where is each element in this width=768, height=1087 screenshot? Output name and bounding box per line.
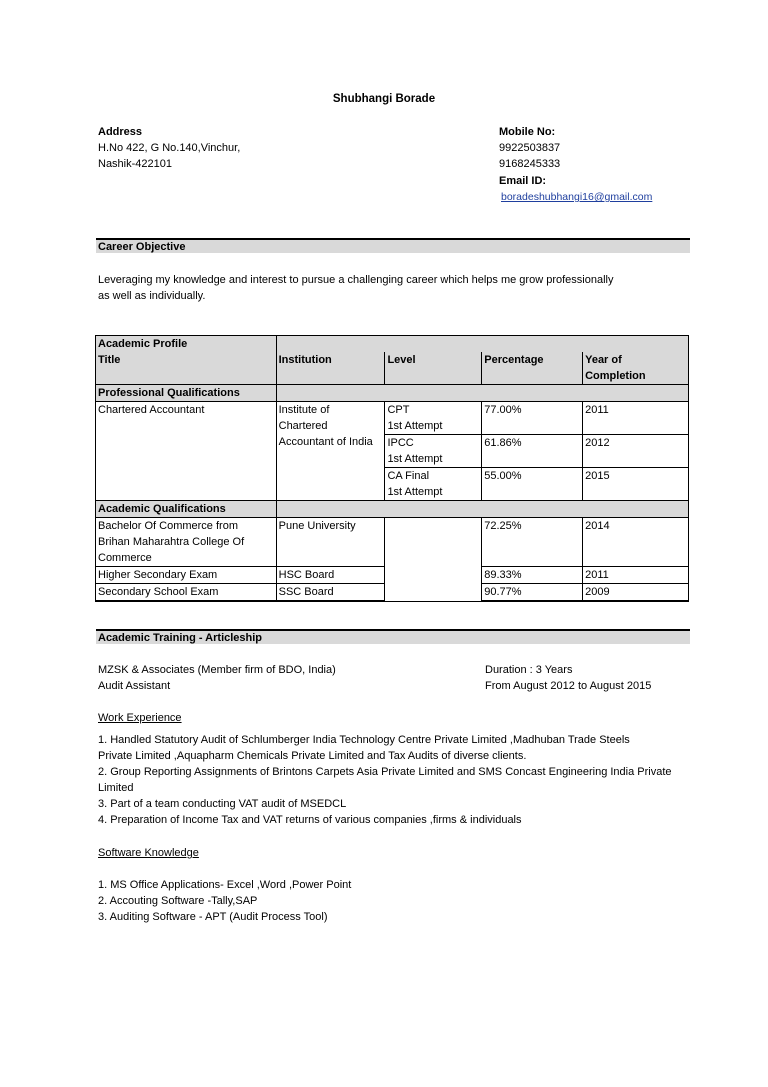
address-line-1: H.No 422, G No.140,Vinchur, [98, 142, 241, 154]
percentage-cell: 61.86% [482, 435, 583, 468]
list-item: Limited [98, 782, 134, 794]
column-year: Year of Completion [583, 352, 689, 385]
year-cell: 2012 [583, 435, 689, 468]
software-knowledge-heading: Software Knowledge [98, 847, 199, 859]
table-row [96, 518, 689, 567]
work-experience-list [98, 732, 688, 828]
mobile-number-2: 9168245333 [499, 158, 561, 170]
level-cell: CPT 1st Attempt [385, 402, 482, 435]
contact-block [499, 124, 699, 205]
list-item: 4. Preparation of Income Tax and VAT returns of various companies ,firms & individuals [98, 814, 522, 826]
title-cell: Secondary School Exam [96, 584, 277, 602]
percentage-cell: 55.00% [482, 468, 583, 501]
year-cell: 2015 [583, 468, 689, 501]
email-link[interactable]: boradeshubhangi16@gmail.com [501, 191, 653, 203]
list-item: Private Limited ,Aquapharm Chemicals Private Limited and Tax Audits of diverse clients. [98, 750, 527, 762]
professional-qualifications-heading: Professional Qualifications [96, 385, 277, 402]
level-cell: IPCC 1st Attempt [385, 435, 482, 468]
email-label: Email ID: [499, 175, 547, 187]
percentage-cell: 90.77% [482, 584, 583, 602]
mobile-label: Mobile No: [499, 126, 556, 138]
mobile-number-1: 9922503837 [499, 142, 561, 154]
address-line-2: Nashik-422101 [98, 158, 172, 170]
column-level: Level [385, 352, 482, 385]
institution-cell: SSC Board [276, 584, 385, 602]
academic-profile-heading: Academic Profile [96, 336, 277, 353]
ca-title: Chartered Accountant [96, 402, 277, 501]
year-cell: 2011 [583, 402, 689, 435]
percentage-cell: 77.00% [482, 402, 583, 435]
address-block [98, 124, 398, 172]
list-item: 2. Group Reporting Assignments of Brintons Carpets Asia Private Limited and SMS Concast Engineering India Private [98, 766, 672, 778]
career-objective-line-1: Leveraging my knowledge and interest to pursue a challenging career which helps me grow professionally [98, 274, 614, 286]
column-institution: Institution [276, 352, 385, 385]
career-objective-heading: Career Objective [96, 238, 690, 253]
title-cell: Bachelor Of Commerce from Brihan Maharahtra College Of Commerce [96, 518, 277, 567]
column-title: Title [96, 352, 277, 385]
candidate-name: Shubhangi Borade [332, 93, 436, 105]
training-period: From August 2012 to August 2015 [485, 680, 652, 692]
table-header-row [96, 352, 689, 385]
year-cell: 2014 [583, 518, 689, 567]
year-cell: 2011 [583, 567, 689, 584]
training-duration: Duration : 3 Years [485, 664, 573, 676]
address-label: Address [98, 126, 143, 138]
training-firm-block [98, 662, 478, 694]
career-objective-line-2: as well as individually. [98, 290, 206, 302]
work-experience-heading: Work Experience [98, 712, 182, 724]
title-cell: Higher Secondary Exam [96, 567, 277, 584]
institution-cell: Pune University [276, 518, 385, 567]
training-role: Audit Assistant [98, 680, 171, 692]
list-item: 3. Auditing Software - APT (Audit Process Tool) [98, 911, 328, 923]
list-item: 3. Part of a team conducting VAT audit of MSEDCL [98, 798, 347, 810]
column-percentage: Percentage [482, 352, 583, 385]
software-knowledge-list [98, 877, 688, 925]
percentage-cell: 89.33% [482, 567, 583, 584]
institution-cell: HSC Board [276, 567, 385, 584]
ca-institution: Institute of Chartered Accountant of India [276, 402, 385, 501]
list-item: 1. MS Office Applications- Excel ,Word ,Power Point [98, 879, 352, 891]
year-cell: 2009 [583, 584, 689, 602]
list-item: 1. Handled Statutory Audit of Schlumberger India Technology Centre Private Limited ,Madhuban Trade Steels [98, 734, 630, 746]
level-cell-empty [385, 518, 482, 602]
level-cell: CA Final 1st Attempt [385, 468, 482, 501]
percentage-cell: 72.25% [482, 518, 583, 567]
list-item: 2. Accouting Software -Tally,SAP [98, 895, 258, 907]
training-duration-block [485, 662, 685, 694]
academic-profile-table [95, 335, 689, 602]
academic-qualifications-heading: Academic Qualifications [96, 501, 277, 518]
training-firm: MZSK & Associates (Member firm of BDO, India) [98, 664, 336, 676]
training-heading: Academic Training - Articleship [96, 629, 690, 644]
career-objective-text [98, 272, 688, 304]
table-row [96, 402, 689, 435]
